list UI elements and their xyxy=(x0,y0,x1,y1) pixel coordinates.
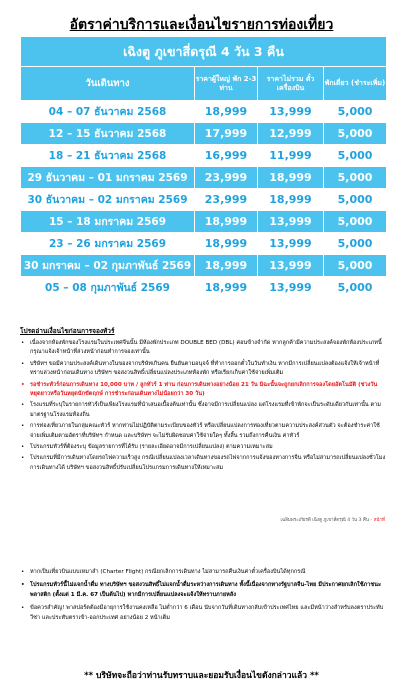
header-no-ticket-price: ราคาไม่รวม ตั๋วเครื่องบิน xyxy=(258,67,324,101)
no-ticket-price-cell: 13,999 xyxy=(258,211,324,233)
date-cell: 05 – 08 กุมภาพันธ์ 2569 xyxy=(21,277,195,299)
adult-price-cell: 18,999 xyxy=(195,255,258,277)
no-ticket-price-cell: 13,999 xyxy=(258,277,324,299)
single-supplement-cell: 5,000 xyxy=(324,101,387,123)
page-title: อัตราค่าบริการและเงื่อนไขรายการท่องเที่ยว xyxy=(69,17,334,33)
no-ticket-price-cell: 11,999 xyxy=(258,145,324,167)
additional-conditions xyxy=(20,568,386,627)
tour-name: เฉิงตู ภูเขาสี่ดรุณี 4 วัน 3 คืน xyxy=(21,37,387,67)
footnote-text: เฉลิมพระเกียรติ เฉิงตู ภูเขาสี่ดรุณี 4 วัน 3 คืน xyxy=(280,518,369,523)
closing-statement: ** บริษัทจะถือว่าท่านรับทราบและยอมรับเงื่อนไขดังกล่าวแล้ว ** xyxy=(84,671,319,681)
date-cell: 12 – 15 ธันวาคม 2568 xyxy=(21,123,195,145)
adult-price-cell: 18,999 xyxy=(195,233,258,255)
table-row xyxy=(21,189,387,211)
condition-item: • เนื่องจากห้องพักของโรงแรมในประเทศจีนนั้น มีห้องพักประเภท DOUBLE BED (DBL) ค่อนข้างจำกัด หากลูกค้ามีความประสงค์จองพักห้องประเภทนี้ กรุณาแจ้งเจ้าหน้าที่ล่วงหน้าก่อนทำการจองเท่านั้น xyxy=(20,339,386,358)
date-cell: 23 – 26 มกราคม 2569 xyxy=(21,233,195,255)
tour-name-row xyxy=(21,37,387,67)
table-body xyxy=(21,101,387,299)
conditions-list xyxy=(20,339,386,473)
no-ticket-price-cell: 18,999 xyxy=(258,167,324,189)
header-date: วันเดินทาง xyxy=(21,67,195,101)
conditions-title: โปรดอ่านเงื่อนไขก่อนการจองทัวร์ xyxy=(20,327,115,335)
adult-price-cell: 18,999 xyxy=(195,277,258,299)
single-supplement-cell: 5,000 xyxy=(324,277,387,299)
additional-condition-item: • โปรแกรมทัวร์นี้ไม่แจกน้ำดื่ม ทางบริษัทฯ ขอสงวนสิทธิ์ไม่แจกน้ำดื่มระหว่างการเดินทาง ทั้งนี้เนื่องจากทางรัฐบาลจีน-ไทย มีประกาศยกเลิกใช้ภาชนะพลาสติก (ตั้งแต่ 1 มี.ค. 67 เป็นต้นไป) หากมีการเปลี่ยนแปลงจะแจ้งให้ทราบภายหลัง xyxy=(20,581,386,600)
single-supplement-cell: 5,000 xyxy=(324,167,387,189)
table-header-row xyxy=(21,67,387,101)
table-row xyxy=(21,145,387,167)
condition-item: • รอชำระทัวร์ก่อนการเดินทาง 10,000 บาท / ลูกทัวร์ 1 ท่าน ก่อนการเดินทางอย่างน้อย 21 วัน มิฉะนั้นจะถูกยกเลิกการจองโดยอัตโนมัติ (ช่วงวันหยุดยาวหรือวันหยุดนักขัตฤกษ์ การชำระก่อนเดินทางไม่น้อยกว่า 30 วัน) xyxy=(20,381,386,400)
footnote-page-label: หน้าที่ xyxy=(373,518,385,523)
table-row xyxy=(21,101,387,123)
condition-item: • บริษัทฯ ขอมีความประสงค์เดินทางในของจากบริษัทเกินคน ยืนยันตามอนุจจ์ ที่ทำการออกตั๋วในวันทำเงิน หากมีการเปลี่ยนแปลงต้องแจ้งให้เจ้าหน้าที่ทราบล่วงหน้าก่อนเดินทาง บริษัทฯ ขอสงวนสิทธิ์เปลี่ยนแปลงประเภทห้องพัก หรือเรียกเก็บค่าใช้จ่ายเพิ่มเติม xyxy=(20,360,386,379)
single-supplement-cell: 5,000 xyxy=(324,255,387,277)
no-ticket-price-cell: 13,999 xyxy=(258,255,324,277)
price-table xyxy=(20,36,387,299)
date-cell: 15 – 18 มกราคม 2569 xyxy=(21,211,195,233)
adult-price-cell: 16,999 xyxy=(195,145,258,167)
adult-price-cell: 18,999 xyxy=(195,101,258,123)
table-row xyxy=(21,277,387,299)
single-supplement-cell: 5,000 xyxy=(324,211,387,233)
adult-price-cell: 17,999 xyxy=(195,123,258,145)
condition-item: • การท่องเที่ยวภายในกลุ่มคณะทัวร์ หากท่านไม่ปฏิบัติตามระเบียบของทัวร์ หรือเปลี่ยนแปลงการท่องเที่ยวตามความประสงค์ส่วนตัว จะต้องชำระค่าใช้จ่ายเพิ่มเติมตามอัตราที่บริษัทฯ กำหนด และบริษัทฯ จะไม่รับผิดชอบค่าใช้จ่ายใดๆ ทั้งสิ้น รวมถึงการคืนเงิน ค่าทัวร์ xyxy=(20,422,386,441)
no-ticket-price-cell: 13,999 xyxy=(258,233,324,255)
adult-price-cell: 18,999 xyxy=(195,211,258,233)
table-row xyxy=(21,123,387,145)
date-cell: 04 – 07 ธันวาคม 2568 xyxy=(21,101,195,123)
no-ticket-price-cell: 18,999 xyxy=(258,189,324,211)
adult-price-cell: 23,999 xyxy=(195,189,258,211)
table-row xyxy=(21,233,387,255)
header-adult-price: ราคาผู้ใหญ่ พัก 2-3 ท่าน xyxy=(195,67,258,101)
date-cell: 30 ธันวาคม – 02 มกราคม 2569 xyxy=(21,189,195,211)
single-supplement-cell: 5,000 xyxy=(324,123,387,145)
single-supplement-cell: 5,000 xyxy=(324,189,387,211)
single-supplement-cell: 5,000 xyxy=(324,145,387,167)
single-supplement-cell: 5,000 xyxy=(324,233,387,255)
condition-item: • โปรแกรมทัวร์ที่ต้องระบุ ข้อมูลรายการที่ได้รับ (รายละเอียดอาจมีการเปลี่ยนแปลง) ตามความเหมาะสม xyxy=(20,443,386,452)
table-row xyxy=(21,167,387,189)
table-row xyxy=(21,255,387,277)
date-cell: 30 มกราคม – 02 กุมภาพันธ์ 2569 xyxy=(21,255,195,277)
date-cell: 29 ธันวาคม – 01 มกราคม 2569 xyxy=(21,167,195,189)
table-row xyxy=(21,211,387,233)
additional-conditions-list xyxy=(20,568,386,623)
additional-condition-item: • หากเป็นเที่ยวบินแบบเหมาลำ (Charter Flight) กรณียกเลิกการเดินทาง ไม่สามารถคืนเงินค่าตั๋วเครื่องบินได้ทุกกรณี xyxy=(20,568,386,577)
date-cell: 18 – 21 ธันวาคม 2568 xyxy=(21,145,195,167)
page-footnote: เฉลิมพระเกียรติ เฉิงตู ภูเขาสี่ดรุณี 4 วัน 3 คืน - หน้าที่ xyxy=(280,518,385,523)
conditions-section xyxy=(20,326,386,475)
additional-condition-item: • ข้อควรสำคัญ! พาสปอร์ตต้องมีอายุการใช้งานคงเหลือ ไม่ต่ำกว่า 6 เดือน นับจากวันที่เดินทางกลับเข้าประเทศไทย และมีหน้าว่างสำหรับลงตราประทับวีซ่า และประทับตราเข้า-ออกประเทศ อย่างน้อย 2 หน้าเต็ม xyxy=(20,604,386,623)
adult-price-cell: 23,999 xyxy=(195,167,258,189)
condition-item: • โรงแรมที่ระบุในรายการทัวร์เป็นเพียงโรงแรมที่นำเสนอเบื้องต้นเท่านั้น ซึ่งอาจมีการเปลี่ยนแปลง แต่โรงแรมที่เข้าพักจะเป็นระดับเดียวกันเท่านั้น ตามมาตรฐานโรงแรมท้องถิ่น xyxy=(20,401,386,420)
condition-item: • โปรแกรมที่มีการเดินทางโดยรถไฟความเร็วสูง กรณีเปลี่ยนแปลงเวลาเดินทางของรถไฟจากการแจ้งของทางการจีน หรือไม่สามารถเปลี่ยนแปลงชั่วโมงการเดินทางได้ บริษัทฯ ขอสงวนสิทธิ์ปรับเปลี่ยนโปรแกรมการเดินทางให้เหมาะสม xyxy=(20,454,386,473)
no-ticket-price-cell: 12,999 xyxy=(258,123,324,145)
header-single-supplement: พักเดี่ยว (ชำระเพิ่ม) xyxy=(324,67,387,101)
no-ticket-price-cell: 13,999 xyxy=(258,101,324,123)
